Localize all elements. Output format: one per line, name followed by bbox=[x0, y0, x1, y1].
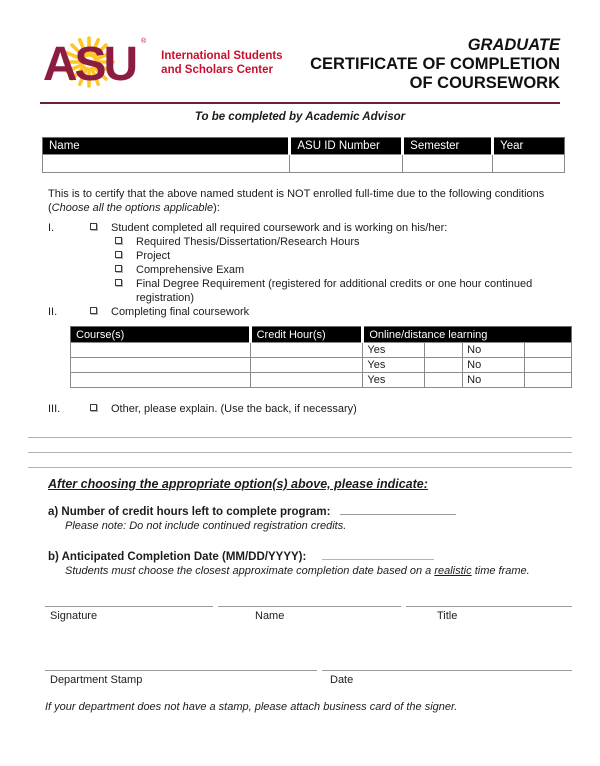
courses-header-row bbox=[71, 327, 572, 343]
student-info-header-row bbox=[43, 138, 565, 155]
title-line[interactable] bbox=[406, 606, 572, 607]
yes-label-cell: Yes bbox=[363, 373, 425, 388]
credit-hours-note: Please note: Do not include continued registration credits. bbox=[65, 520, 347, 532]
option-i-row bbox=[48, 221, 572, 235]
student-info-table bbox=[42, 137, 565, 173]
name-input-cell[interactable] bbox=[43, 155, 290, 173]
sub-label-final-degree: Final Degree Requirement (registered for additional credits or one hour continued registration) bbox=[136, 278, 533, 304]
signature-label: Signature bbox=[50, 610, 98, 622]
department-stamp-label: Department Stamp bbox=[50, 674, 143, 686]
form-page bbox=[0, 36, 600, 766]
no-check-cell[interactable] bbox=[525, 373, 572, 388]
explanation-line-1[interactable] bbox=[28, 437, 572, 438]
option-iii-row bbox=[48, 402, 572, 416]
credit-hours-label: a) Number of credit hours left to complete program: bbox=[48, 506, 331, 518]
course-input-cell[interactable] bbox=[71, 358, 251, 373]
form-header bbox=[40, 36, 560, 93]
no-label-cell: No bbox=[463, 358, 525, 373]
form-title-line2: CERTIFICATE OF COMPLETION bbox=[310, 55, 560, 73]
issc-name-line1: International Students bbox=[161, 50, 283, 62]
col-header-semester: Semester bbox=[403, 138, 493, 155]
no-label-cell: No bbox=[463, 373, 525, 388]
year-input-cell[interactable] bbox=[493, 155, 565, 173]
certify-paragraph bbox=[48, 188, 575, 215]
checkbox-final-degree[interactable] bbox=[115, 279, 122, 286]
asu-id-input-cell[interactable] bbox=[290, 155, 403, 173]
form-title-graduate: GRADUATE bbox=[467, 36, 560, 54]
course-input-cell[interactable] bbox=[71, 343, 251, 358]
subtitle: To be completed by Academic Advisor bbox=[194, 111, 406, 123]
option-i-sub-final-degree bbox=[115, 277, 572, 305]
checkbox-option-iii[interactable] bbox=[90, 404, 97, 411]
completion-date-blank[interactable] bbox=[322, 549, 434, 560]
date-label: Date bbox=[330, 674, 354, 686]
option-i-numeral: I. bbox=[48, 222, 55, 234]
no-check-cell[interactable] bbox=[525, 343, 572, 358]
course-row-2 bbox=[71, 358, 572, 373]
completion-date-note-pre: Students must choose the closest approximate completion date based on a bbox=[65, 565, 435, 577]
issc-name bbox=[161, 49, 282, 77]
checkbox-project[interactable] bbox=[115, 251, 122, 258]
explanation-line-3[interactable] bbox=[28, 467, 572, 468]
checkbox-option-ii[interactable] bbox=[90, 307, 97, 314]
certify-text-italic: Choose all the options applicable bbox=[51, 201, 214, 214]
credit-hours-input-cell[interactable] bbox=[250, 373, 363, 388]
col-header-courses: Course(s) bbox=[71, 327, 251, 343]
credit-hours-question bbox=[48, 504, 572, 518]
asu-sunburst-logo-icon bbox=[40, 36, 138, 88]
indicate-heading: After choosing the appropriate option(s) above, please indicate: bbox=[48, 477, 428, 491]
asu-logo bbox=[40, 36, 283, 88]
yes-check-cell[interactable] bbox=[425, 373, 463, 388]
name-line[interactable] bbox=[218, 606, 401, 607]
semester-input-cell[interactable] bbox=[403, 155, 493, 173]
option-iii-label: Other, please explain. (Use the back, if necessary) bbox=[111, 403, 357, 415]
student-info-input-row bbox=[43, 155, 565, 173]
col-header-asu-id: ASU ID Number bbox=[290, 138, 403, 155]
yes-check-cell[interactable] bbox=[425, 343, 463, 358]
option-i-sub-project bbox=[115, 249, 572, 263]
course-input-cell[interactable] bbox=[71, 373, 251, 388]
issc-name-line2: and Scholars Center bbox=[161, 64, 274, 76]
asu-wordmark: ASU bbox=[42, 38, 136, 88]
date-line[interactable] bbox=[322, 670, 572, 671]
footer-note: If your department does not have a stamp, please attach business card of the signer. bbox=[45, 701, 458, 713]
title-label: Title bbox=[437, 610, 458, 622]
col-header-online-learning: Online/distance learning bbox=[363, 327, 572, 343]
header-divider bbox=[40, 102, 560, 104]
option-i-label: Student completed all required coursework and is working on his/her: bbox=[111, 222, 448, 234]
sub-label-comprehensive-exam: Comprehensive Exam bbox=[136, 264, 245, 276]
option-i-sub-thesis bbox=[115, 235, 572, 249]
certify-text-close: ): bbox=[213, 201, 220, 214]
name-label: Name bbox=[255, 610, 285, 622]
signature-line-group bbox=[45, 606, 572, 607]
form-title bbox=[310, 36, 560, 93]
course-row-1 bbox=[71, 343, 572, 358]
sub-label-project: Project bbox=[136, 250, 171, 262]
option-i-sub-exam bbox=[115, 263, 572, 277]
option-ii-label: Completing final coursework bbox=[111, 306, 250, 318]
registered-trademark-icon: ® bbox=[141, 38, 147, 45]
yes-check-cell[interactable] bbox=[425, 358, 463, 373]
col-header-credit-hours: Credit Hour(s) bbox=[250, 327, 363, 343]
courses-table bbox=[70, 326, 572, 388]
signature-line[interactable] bbox=[45, 606, 213, 607]
yes-label-cell: Yes bbox=[363, 358, 425, 373]
certify-text: This is to certify that the above named student is NOT enrolled full-time due to the following conditions ( bbox=[48, 188, 545, 214]
completion-date-note bbox=[65, 565, 572, 577]
checkbox-comprehensive-exam[interactable] bbox=[115, 265, 122, 272]
completion-date-note-post: time frame. bbox=[471, 565, 530, 577]
form-title-line3: OF COURSEWORK bbox=[409, 74, 560, 92]
signature-labels bbox=[28, 610, 572, 624]
completion-date-label: b) Anticipated Completion Date (MM/DD/YYYY): bbox=[48, 551, 307, 563]
stamp-labels bbox=[28, 674, 572, 688]
option-ii-row bbox=[48, 305, 572, 319]
col-header-name: Name bbox=[43, 138, 290, 155]
completion-date-note-underlined: realistic bbox=[434, 565, 472, 577]
yes-label-cell: Yes bbox=[363, 343, 425, 358]
course-row-3 bbox=[71, 373, 572, 388]
no-check-cell[interactable] bbox=[525, 358, 572, 373]
explanation-line-2[interactable] bbox=[28, 452, 572, 453]
col-header-year: Year bbox=[493, 138, 565, 155]
option-ii-numeral: II. bbox=[48, 306, 58, 318]
sub-label-thesis: Required Thesis/Dissertation/Research Hours bbox=[136, 236, 360, 248]
credit-hours-input-cell[interactable] bbox=[250, 343, 363, 358]
no-label-cell: No bbox=[463, 343, 525, 358]
stamp-line-group bbox=[45, 670, 572, 671]
credit-hours-blank[interactable] bbox=[340, 504, 456, 515]
checkbox-thesis[interactable] bbox=[115, 237, 122, 244]
option-iii-numeral: III. bbox=[48, 403, 61, 415]
credit-hours-input-cell[interactable] bbox=[250, 358, 363, 373]
department-stamp-line[interactable] bbox=[45, 670, 317, 671]
checkbox-option-i[interactable] bbox=[90, 223, 97, 230]
completion-date-question bbox=[48, 549, 572, 563]
